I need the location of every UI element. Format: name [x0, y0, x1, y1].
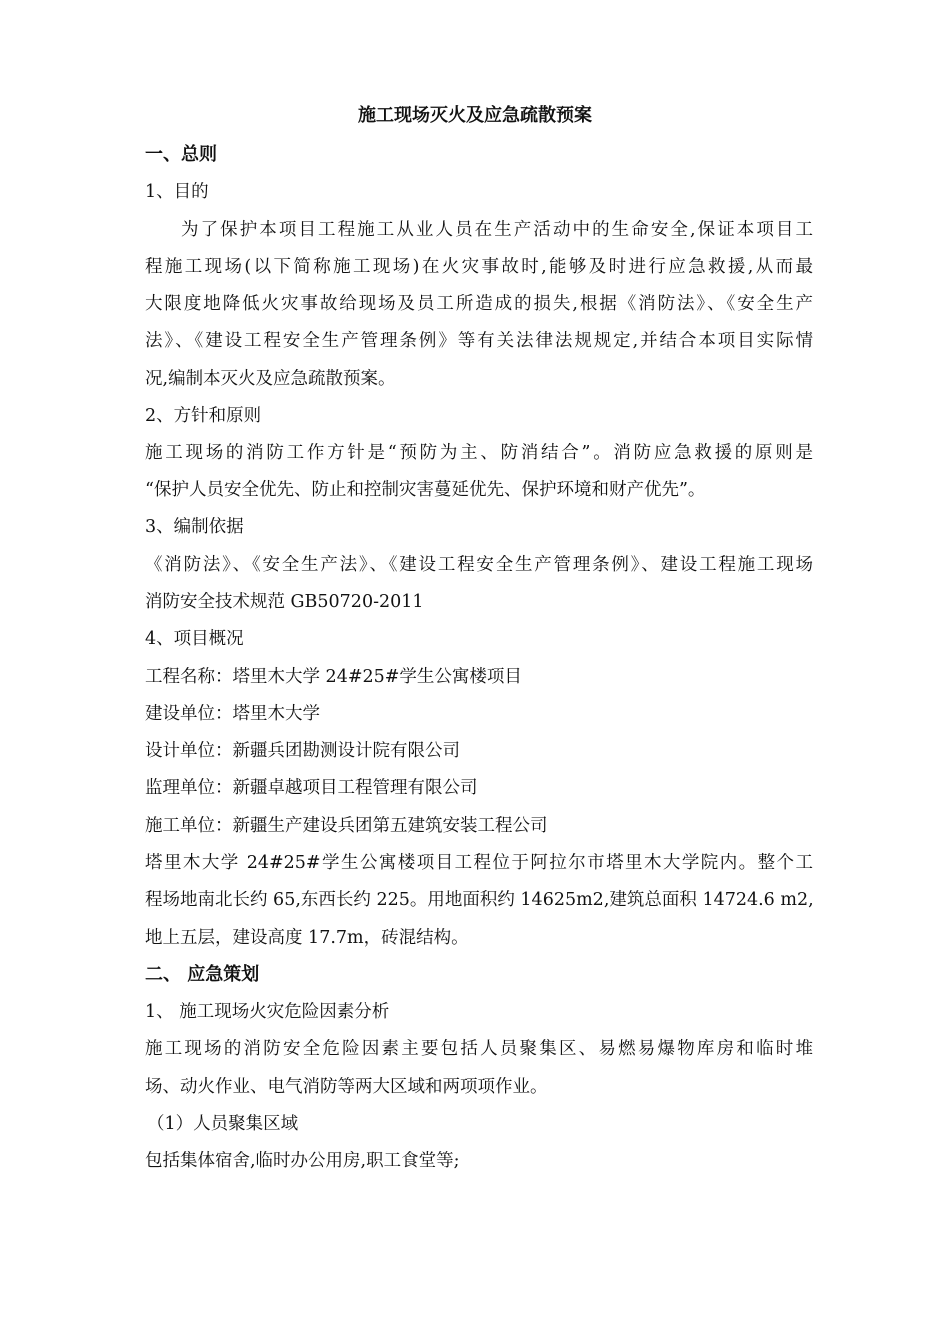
subheading-hazard-analysis: 1、 施工现场火灾危险因素分析	[145, 1002, 390, 1022]
basis-line-1: 《消防法》、《安全生产法》、《建设工程安全生产管理条例》、建设工程施工现场	[145, 555, 813, 575]
section-heading-planning: 二、 应急策划	[145, 964, 260, 985]
analysis-line-1: 施工现场的消防安全危险因素主要包括人员聚集区、易燃易爆物库房和临时堆	[145, 1039, 813, 1059]
purpose-line-4: 法》、《建设工程安全生产管理条例》等有关法律法规规定,并结合本项目实际情	[145, 331, 813, 351]
overview-item-designer: 设计单位：新疆兵团勘测设计院有限公司	[145, 741, 460, 761]
overview-line-3: 地上五层，建设高度 17.7m，砖混结构。	[145, 928, 469, 948]
subheading-basis: 3、编制依据	[145, 517, 244, 537]
document-title: 施工现场灭火及应急疏散预案	[358, 105, 592, 126]
analysis-line-2: 场、动火作业、电气消防等两大区域和两项项作业。	[145, 1077, 548, 1097]
crowd-area-text: 包括集体宿舍,临时办公用房,职工食堂等;	[145, 1151, 460, 1171]
purpose-line-2: 程施工现场(以下简称施工现场)在火灾事故时,能够及时进行应急救援,从而最	[145, 257, 813, 277]
subheading-crowd-area: （1）人员聚集区域	[147, 1114, 299, 1134]
overview-item-owner: 建设单位：塔里木大学	[145, 704, 320, 724]
overview-item-project-name: 工程名称：塔里木大学 24#25#学生公寓楼项目	[145, 667, 522, 687]
overview-item-supervisor: 监理单位：新疆卓越项目工程管理有限公司	[145, 778, 478, 798]
principle-line-1: 施工现场的消防工作方针是“预防为主、防消结合”。消防应急救援的原则是	[145, 443, 813, 463]
purpose-line-3: 大限度地降低火灾事故给现场及员工所造成的损失,根据《消防法》、《安全生产	[145, 294, 813, 314]
basis-line-2: 消防安全技术规范 GB50720-2011	[145, 592, 424, 612]
overview-line-2: 程场地南北长约 65,东西长约 225。用地面积约 14625m2,建筑总面积 14724.6 m2,	[145, 890, 814, 910]
section-heading-general: 一、总则	[145, 144, 217, 165]
purpose-line-5: 况,编制本灭火及应急疏散预案。	[145, 369, 396, 389]
purpose-line-1: 为了保护本项目工程施工从业人员在生产活动中的生命安全,保证本项目工	[181, 220, 813, 240]
principle-line-2: “保护人员安全优先、防止和控制灾害蔓延优先、保护环境和财产优先”。	[145, 480, 706, 500]
subheading-purpose: 1、目的	[145, 182, 209, 202]
subheading-principle: 2、方针和原则	[145, 406, 262, 426]
subheading-overview: 4、项目概况	[145, 629, 244, 649]
overview-line-1: 塔里木大学 24#25#学生公寓楼项目工程位于阿拉尔市塔里木大学院内。整个工	[145, 853, 813, 873]
overview-item-contractor: 施工单位：新疆生产建设兵团第五建筑安装工程公司	[145, 816, 548, 836]
